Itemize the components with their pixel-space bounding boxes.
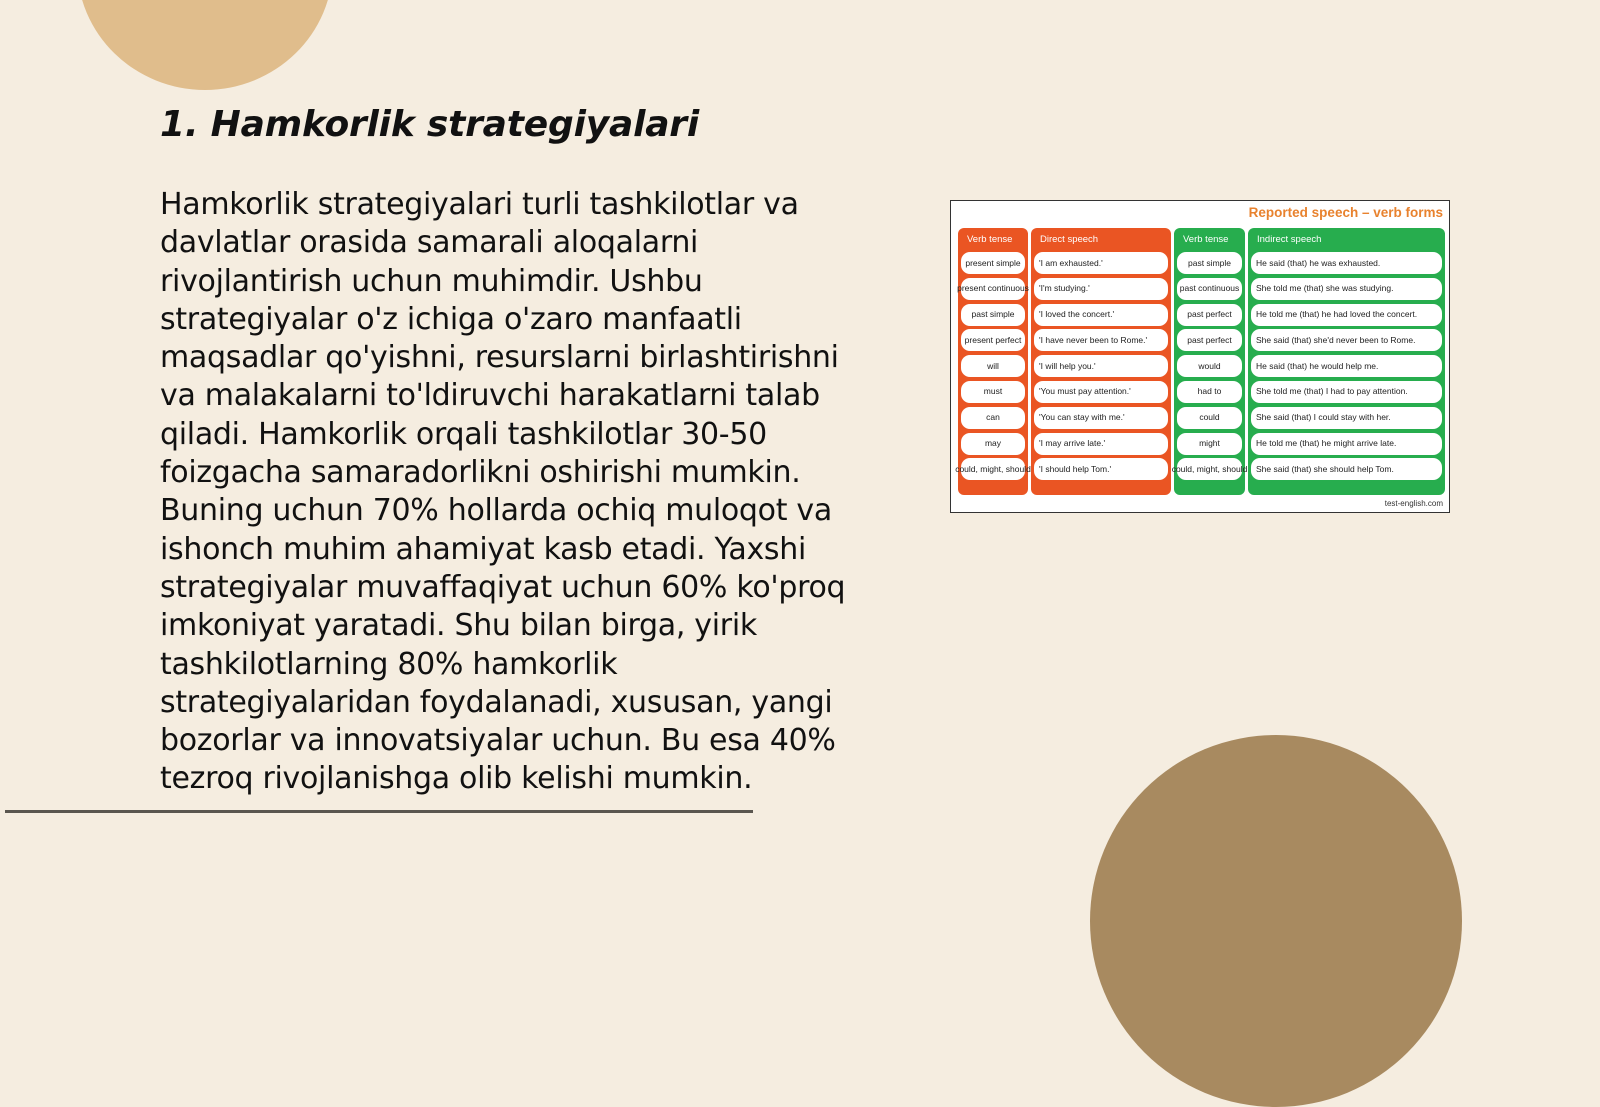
- table-cell: past simple: [1177, 252, 1242, 274]
- table-cell: He said (that) he would help me.: [1251, 355, 1442, 377]
- decorative-circle-top: [77, 0, 333, 90]
- column-header: Indirect speech: [1257, 234, 1322, 245]
- table-cell: 'I should help Tom.': [1034, 458, 1168, 480]
- column-header: Verb tense: [967, 234, 1013, 245]
- table-cell: She said (that) I could stay with her.: [1251, 407, 1442, 429]
- reported-speech-picture: [950, 200, 1450, 513]
- table-cell: 'I have never been to Rome.': [1034, 329, 1168, 351]
- decorative-circle-bottom: [1090, 735, 1462, 1107]
- table-cell: past continuous: [1177, 278, 1242, 300]
- table-cell: past simple: [961, 304, 1025, 326]
- column-verb-tense-direct: [955, 228, 1031, 495]
- picture-title: Reported speech – verb forms: [1248, 205, 1443, 220]
- column-direct-speech: [1031, 228, 1171, 495]
- table-cell: may: [961, 433, 1025, 455]
- table-cell: 'I'm studying.': [1034, 278, 1168, 300]
- table-cell: present simple: [961, 252, 1025, 274]
- table-cell: past perfect: [1177, 329, 1242, 351]
- table-cell: 'I will help you.': [1034, 355, 1168, 377]
- table-cell: had to: [1177, 381, 1242, 403]
- table-cell: 'I may arrive late.': [1034, 433, 1168, 455]
- table-cell: present continuous: [961, 278, 1025, 300]
- table-cell: 'You must pay attention.': [1034, 381, 1168, 403]
- table-cell: could, might, should: [961, 458, 1025, 480]
- column-header: Direct speech: [1040, 234, 1099, 245]
- table-cell: She told me (that) I had to pay attention.: [1251, 381, 1442, 403]
- slide-title: 1. Hamkorlik strategiyalari: [160, 104, 699, 145]
- table-cell: can: [961, 407, 1025, 429]
- table-cell: would: [1177, 355, 1242, 377]
- table-cell: could: [1177, 407, 1242, 429]
- picture-footer: test-english.com: [1384, 499, 1443, 508]
- table-cell: She told me (that) she was studying.: [1251, 278, 1442, 300]
- table-cell: She said (that) she'd never been to Rome.: [1251, 329, 1442, 351]
- column-header: Verb tense: [1183, 234, 1229, 245]
- table-cell: will: [961, 355, 1025, 377]
- table-cell: past perfect: [1177, 304, 1242, 326]
- slide-body-text: Hamkorlik strategiyalari turli tashkilotlar va davlatlar orasida samarali aloqalarni rivojlantirish uchun muhimdir. Ushbu strategiyalar o'z ichiga o'zaro manfaatli maqsadlar qo'yishni, resurslarni birlashtirishni va malakalarni to'ldiruvchi harakatlarni talab qiladi. Hamkorlik orqali tashkilotlar 30-50 foizgacha samaradorlikni oshirishi mumkin. Buning uchun 70% hollarda ochiq muloqot va ishonch muhim ahamiyat kasb etadi. Yaxshi strategiyalar muvaffaqiyat uchun 60% ko'proq imkoniyat yaratadi. Shu bilan birga, yirik tashkilotlarning 80% hamkorlik strategiyalaridan foydalanadi, xususan, yangi bozorlar va innovatsiyalar uchun. Bu esa 40% tezroq rivojlanishga olib kelishi mumkin.: [160, 187, 846, 797]
- table-cell: could, might, should: [1177, 458, 1242, 480]
- table-cell: 'You can stay with me.': [1034, 407, 1168, 429]
- table-cell: 'I am exhausted.': [1034, 252, 1168, 274]
- table-cell: present perfect: [961, 329, 1025, 351]
- divider-line: [5, 810, 753, 813]
- table-cell: She said (that) she should help Tom.: [1251, 458, 1442, 480]
- table-cell: He told me (that) he had loved the concert.: [1251, 304, 1442, 326]
- table-cell: 'I loved the concert.': [1034, 304, 1168, 326]
- table-cell: He told me (that) he might arrive late.: [1251, 433, 1442, 455]
- column-indirect-speech: [1248, 228, 1445, 495]
- table-cell: might: [1177, 433, 1242, 455]
- column-verb-tense-indirect: [1171, 228, 1248, 495]
- table-cell: must: [961, 381, 1025, 403]
- table-cell: He said (that) he was exhausted.: [1251, 252, 1442, 274]
